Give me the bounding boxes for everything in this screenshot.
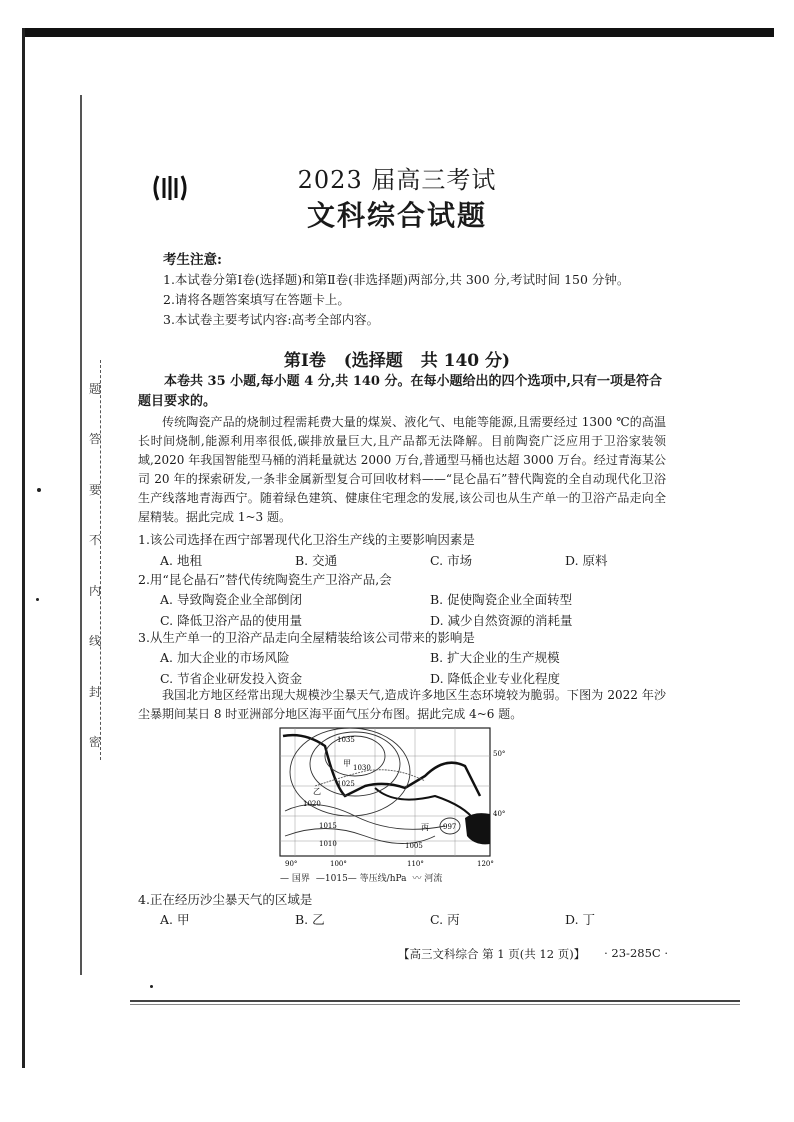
reading-passage-1: 传统陶瓷产品的烧制过程需耗费大量的煤炭、液化气、电能等能源,且需要经过 1300 ℃的高温长时间烧制,能源利用率很低,碳排放量巨大,且产品都无法降解。目前陶瓷广泛应用于卫浴家装领域,2020 年我国智能型马桶的消耗量就达 2000 万台,普通型马桶也达超 3000 万台。经过青海某公司 20 年的探索研发,一条非金属新型复合可回收材料——“昆仑晶石”替代陶瓷的全自动现代化卫浴生产线落地青海西宁。随着绿色建筑、健康住宅理念的发展,该公司也从生产单一的卫浴产品走向全屋精装。据此完成 1~3 题。 xyxy=(138,415,666,524)
option: A. 加大企业的市场风险 xyxy=(160,650,290,665)
reading-passage-2: 我国北方地区经常出现大规模沙尘暴天气,造成许多地区生态环境较为脆弱。下图为 2022 年沙尘暴期间某日 8 时亚洲部分地区海平面气压分布图。据此完成 4~6 题。 xyxy=(138,688,666,721)
place-marker-yi: 乙 xyxy=(313,787,321,796)
section-points: 共 140 分) xyxy=(420,351,511,371)
scan-border-bottom-2 xyxy=(130,1004,740,1005)
exam-subject: 文科综合试题 xyxy=(306,199,487,232)
question-1-stem: 1.该公司选择在西宁部署现代化卫浴生产线的主要影响因素是 xyxy=(138,532,475,547)
isobar-label: 997 xyxy=(443,823,457,831)
lon-label: 120° xyxy=(477,860,494,868)
isobar-label: 1030 xyxy=(353,764,371,772)
lon-label: 90° xyxy=(285,860,298,868)
lon-label: 100° xyxy=(330,860,347,868)
option: C. 市场 xyxy=(430,553,473,568)
map-legend xyxy=(280,871,540,884)
place-marker-ding: 丁 xyxy=(471,847,479,856)
exam-title: 2023 届高三考试 xyxy=(297,166,497,194)
question-4-options xyxy=(160,910,680,928)
pressure-map-svg xyxy=(275,726,525,871)
legend-isobar-sample: 1015 xyxy=(324,874,348,884)
question-2-options xyxy=(160,590,680,629)
section-name: 第Ⅰ卷 xyxy=(283,351,326,371)
option: B. 交通 xyxy=(295,553,338,568)
seal-char: 线 xyxy=(88,634,101,649)
option: D. 丁 xyxy=(565,912,596,927)
seal-char: 答 xyxy=(88,432,101,447)
isobar-label: 1025 xyxy=(337,780,355,788)
question-4-stem: 4.正在经历沙尘暴天气的区域是 xyxy=(138,892,313,907)
option: C. 节省企业研发投入资金 xyxy=(160,671,303,686)
notice-heading: 考生注意: xyxy=(163,252,222,268)
option: A. 导致陶瓷企业全部倒闭 xyxy=(160,592,302,607)
scan-speck xyxy=(37,488,41,492)
question-3-stem: 3.从生产单一的卫浴产品走向全屋精装给该公司带来的影响是 xyxy=(138,630,475,645)
place-marker-jia: 甲 xyxy=(343,759,351,768)
option: C. 降低卫浴产品的使用量 xyxy=(160,613,303,628)
option: A. 甲 xyxy=(160,912,190,927)
scan-speck xyxy=(150,985,153,988)
seal-char: 密 xyxy=(88,734,101,749)
paper-code: · 23-285C · xyxy=(604,946,668,960)
scan-speck xyxy=(36,598,39,601)
seal-char: 内 xyxy=(88,583,101,598)
option: D. 降低企业专业化程度 xyxy=(430,671,561,686)
notice-block xyxy=(163,250,703,330)
legend-border: — 国界 xyxy=(280,874,310,884)
scan-border-bottom xyxy=(130,1000,740,1002)
seal-char: 不 xyxy=(88,533,101,548)
pressure-map xyxy=(275,726,525,886)
option: D. 减少自然资源的消耗量 xyxy=(430,613,573,628)
question-1-options xyxy=(160,551,680,569)
legend-river: 〰 河流 xyxy=(412,874,443,884)
lon-label: 110° xyxy=(407,860,424,868)
section-title xyxy=(0,346,794,371)
isobar-label: 1015 xyxy=(319,822,337,830)
legend-isobar: —1015— 等压线/hPa xyxy=(315,874,407,884)
isobar-label: 1020 xyxy=(303,800,321,808)
legend-river-label: 河流 xyxy=(424,874,443,884)
option: B. 促使陶瓷企业全面转型 xyxy=(430,592,573,607)
place-marker-bing: 丙 xyxy=(421,823,429,832)
legend-border-label: 国界 xyxy=(291,874,310,884)
option: A. 地租 xyxy=(160,553,202,568)
section-type: (选择题 xyxy=(343,351,403,371)
map-frame xyxy=(280,728,490,856)
option: C. 丙 xyxy=(430,912,460,927)
option: D. 原料 xyxy=(565,553,608,568)
question-3-options xyxy=(160,648,680,687)
seal-text xyxy=(84,380,106,750)
notice-item: 1.本试卷分第Ⅰ卷(选择题)和第Ⅱ卷(非选择题)两部分,共 300 分,考试时间 150 分钟。 xyxy=(163,272,630,287)
option: B. 扩大企业的生产规模 xyxy=(430,650,560,665)
option: B. 乙 xyxy=(295,912,325,927)
legend-isobar-label: 等压线/hPa xyxy=(359,874,407,884)
scan-border-top xyxy=(22,28,774,37)
isobar-label: 1035 xyxy=(337,736,355,744)
notice-item: 2.请将各题答案填写在答题卡上。 xyxy=(163,292,350,307)
seal-char: 封 xyxy=(88,684,101,699)
lat-label: 50° xyxy=(493,750,506,758)
seal-char: 要 xyxy=(88,482,101,497)
notice-item: 3.本试卷主要考试内容:高考全部内容。 xyxy=(163,312,380,327)
question-2-stem: 2.用“昆仑晶石”替代传统陶瓷生产卫浴产品,会 xyxy=(138,572,392,587)
isobar-label: 1010 xyxy=(319,840,337,848)
lat-label: 40° xyxy=(493,810,506,818)
section-intro: 本卷共 35 小题,每小题 4 分,共 140 分。在每小题给出的四个选项中,只有一项是符合题目要求的。 xyxy=(138,374,663,409)
page-number: 【高三文科综合 第 1 页(共 12 页)】 xyxy=(398,947,586,961)
isobar-label: 1005 xyxy=(405,842,423,850)
seal-char: 题 xyxy=(88,382,101,396)
